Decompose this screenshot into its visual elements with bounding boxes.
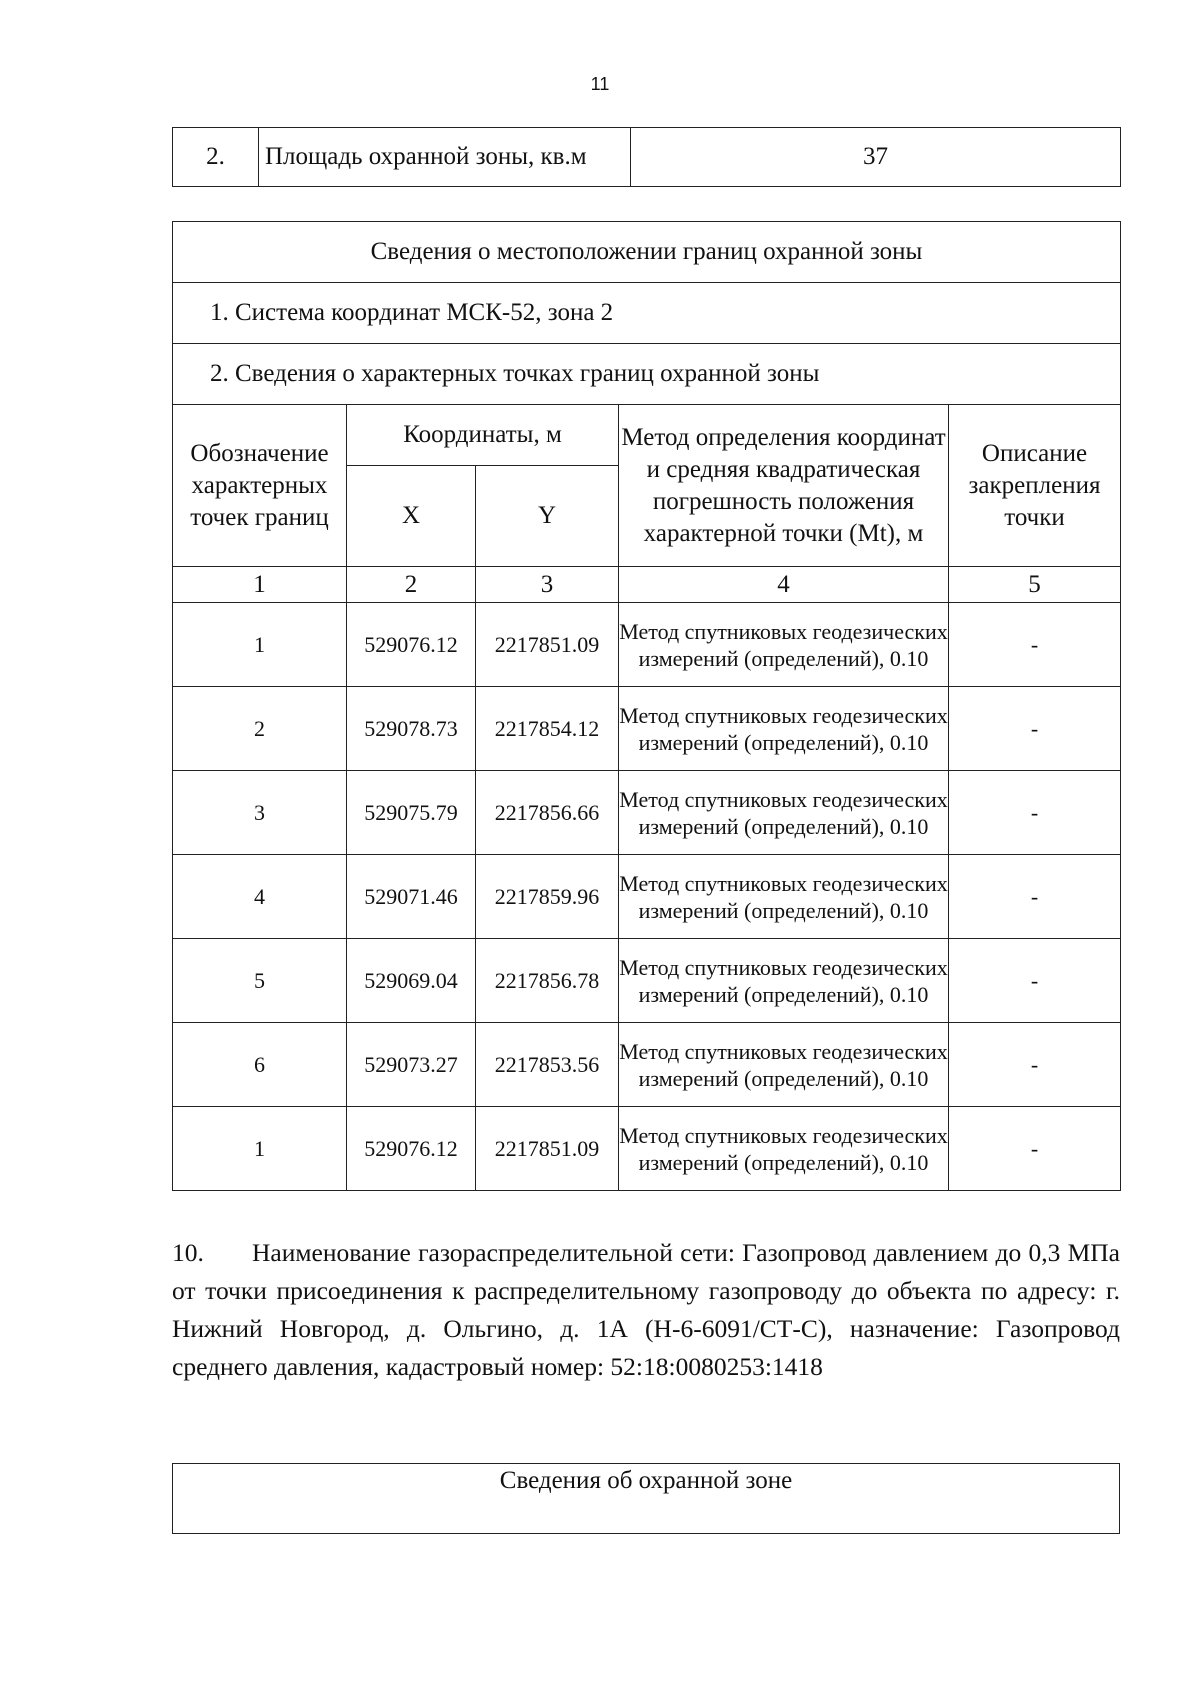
coord-system-row <box>173 283 1121 344</box>
point-method: Метод спутниковых геодезических измерений (определений), 0.10 <box>619 687 949 771</box>
table-row <box>173 1107 1121 1191</box>
table-row <box>173 939 1121 1023</box>
point-description: - <box>949 855 1121 939</box>
point-id: 5 <box>173 939 347 1023</box>
point-y: 2217854.12 <box>476 687 619 771</box>
area-table <box>172 127 1121 187</box>
table-row <box>173 687 1121 771</box>
table-row <box>173 771 1121 855</box>
header-x: X <box>347 466 476 567</box>
column-header-row <box>173 405 1121 466</box>
point-x: 529071.46 <box>347 855 476 939</box>
points-title: 2. Сведения о характерных точках границ охранной зоны <box>173 344 1121 405</box>
column-number: 4 <box>619 567 949 603</box>
point-x: 529076.12 <box>347 603 476 687</box>
boundary-title: Сведения о местоположении границ охранной зоны <box>173 222 1121 283</box>
column-number: 3 <box>476 567 619 603</box>
point-y: 2217856.78 <box>476 939 619 1023</box>
point-id: 1 <box>173 1107 347 1191</box>
point-method: Метод спутниковых геодезических измерений (определений), 0.10 <box>619 855 949 939</box>
point-id: 1 <box>173 603 347 687</box>
area-value: 37 <box>631 128 1121 187</box>
network-paragraph <box>172 1234 1120 1386</box>
point-method: Метод спутниковых геодезических измерений (определений), 0.10 <box>619 1023 949 1107</box>
column-numbers-row <box>173 567 1121 603</box>
point-x: 529073.27 <box>347 1023 476 1107</box>
points-title-row <box>173 344 1121 405</box>
point-method: Метод спутниковых геодезических измерений (определений), 0.10 <box>619 1107 949 1191</box>
point-id: 3 <box>173 771 347 855</box>
point-description: - <box>949 771 1121 855</box>
point-description: - <box>949 603 1121 687</box>
table-row <box>173 855 1121 939</box>
zone-title-row <box>173 1464 1120 1534</box>
point-x: 529078.73 <box>347 687 476 771</box>
point-description: - <box>949 939 1121 1023</box>
point-y: 2217853.56 <box>476 1023 619 1107</box>
area-label: Площадь охранной зоны, кв.м <box>259 128 631 187</box>
header-y: Y <box>476 466 619 567</box>
point-method: Метод спутниковых геодезических измерений (определений), 0.10 <box>619 771 949 855</box>
column-number: 1 <box>173 567 347 603</box>
point-id: 2 <box>173 687 347 771</box>
point-method: Метод спутниковых геодезических измерений (определений), 0.10 <box>619 939 949 1023</box>
boundary-title-row <box>173 222 1121 283</box>
area-row <box>173 128 1121 187</box>
point-y: 2217851.09 <box>476 603 619 687</box>
page-number: 11 <box>590 74 610 94</box>
point-id: 6 <box>173 1023 347 1107</box>
header-designation: Обозначение характерных точек границ <box>173 405 347 567</box>
point-y: 2217859.96 <box>476 855 619 939</box>
point-id: 4 <box>173 855 347 939</box>
point-description: - <box>949 687 1121 771</box>
point-x: 529075.79 <box>347 771 476 855</box>
paragraph-text: Наименование газораспределительной сети: Газопровод давлением до 0,3 МПа от точки присоединения к распределительному газопроводу до объекта по адресу: г. Нижний Новгород, д. Ольгино, д. 1А (Н-6-6091/СТ-С), назначение: Газопровод среднего давления, кадастровый номер: 52:18:0080253:1418 <box>172 1238 1120 1381</box>
table-row <box>173 1023 1121 1107</box>
column-number: 2 <box>347 567 476 603</box>
table-row <box>173 603 1121 687</box>
boundary-table <box>172 221 1121 1191</box>
point-description: - <box>949 1023 1121 1107</box>
header-description: Описание закрепления точки <box>949 405 1121 567</box>
point-y: 2217851.09 <box>476 1107 619 1191</box>
zone-table <box>172 1463 1120 1534</box>
header-method: Метод определения координат и средняя квадратическая погрешность положения характерной точки (Mt), м <box>619 405 949 567</box>
zone-title: Сведения об охранной зоне <box>173 1464 1120 1534</box>
point-description: - <box>949 1107 1121 1191</box>
point-x: 529076.12 <box>347 1107 476 1191</box>
point-y: 2217856.66 <box>476 771 619 855</box>
coord-system: 1. Система координат МСК-52, зона 2 <box>173 283 1121 344</box>
area-index: 2. <box>173 128 259 187</box>
point-method: Метод спутниковых геодезических измерений (определений), 0.10 <box>619 603 949 687</box>
point-x: 529069.04 <box>347 939 476 1023</box>
column-number: 5 <box>949 567 1121 603</box>
paragraph-number: 10. <box>172 1238 204 1267</box>
header-coordinates: Координаты, м <box>347 405 619 466</box>
